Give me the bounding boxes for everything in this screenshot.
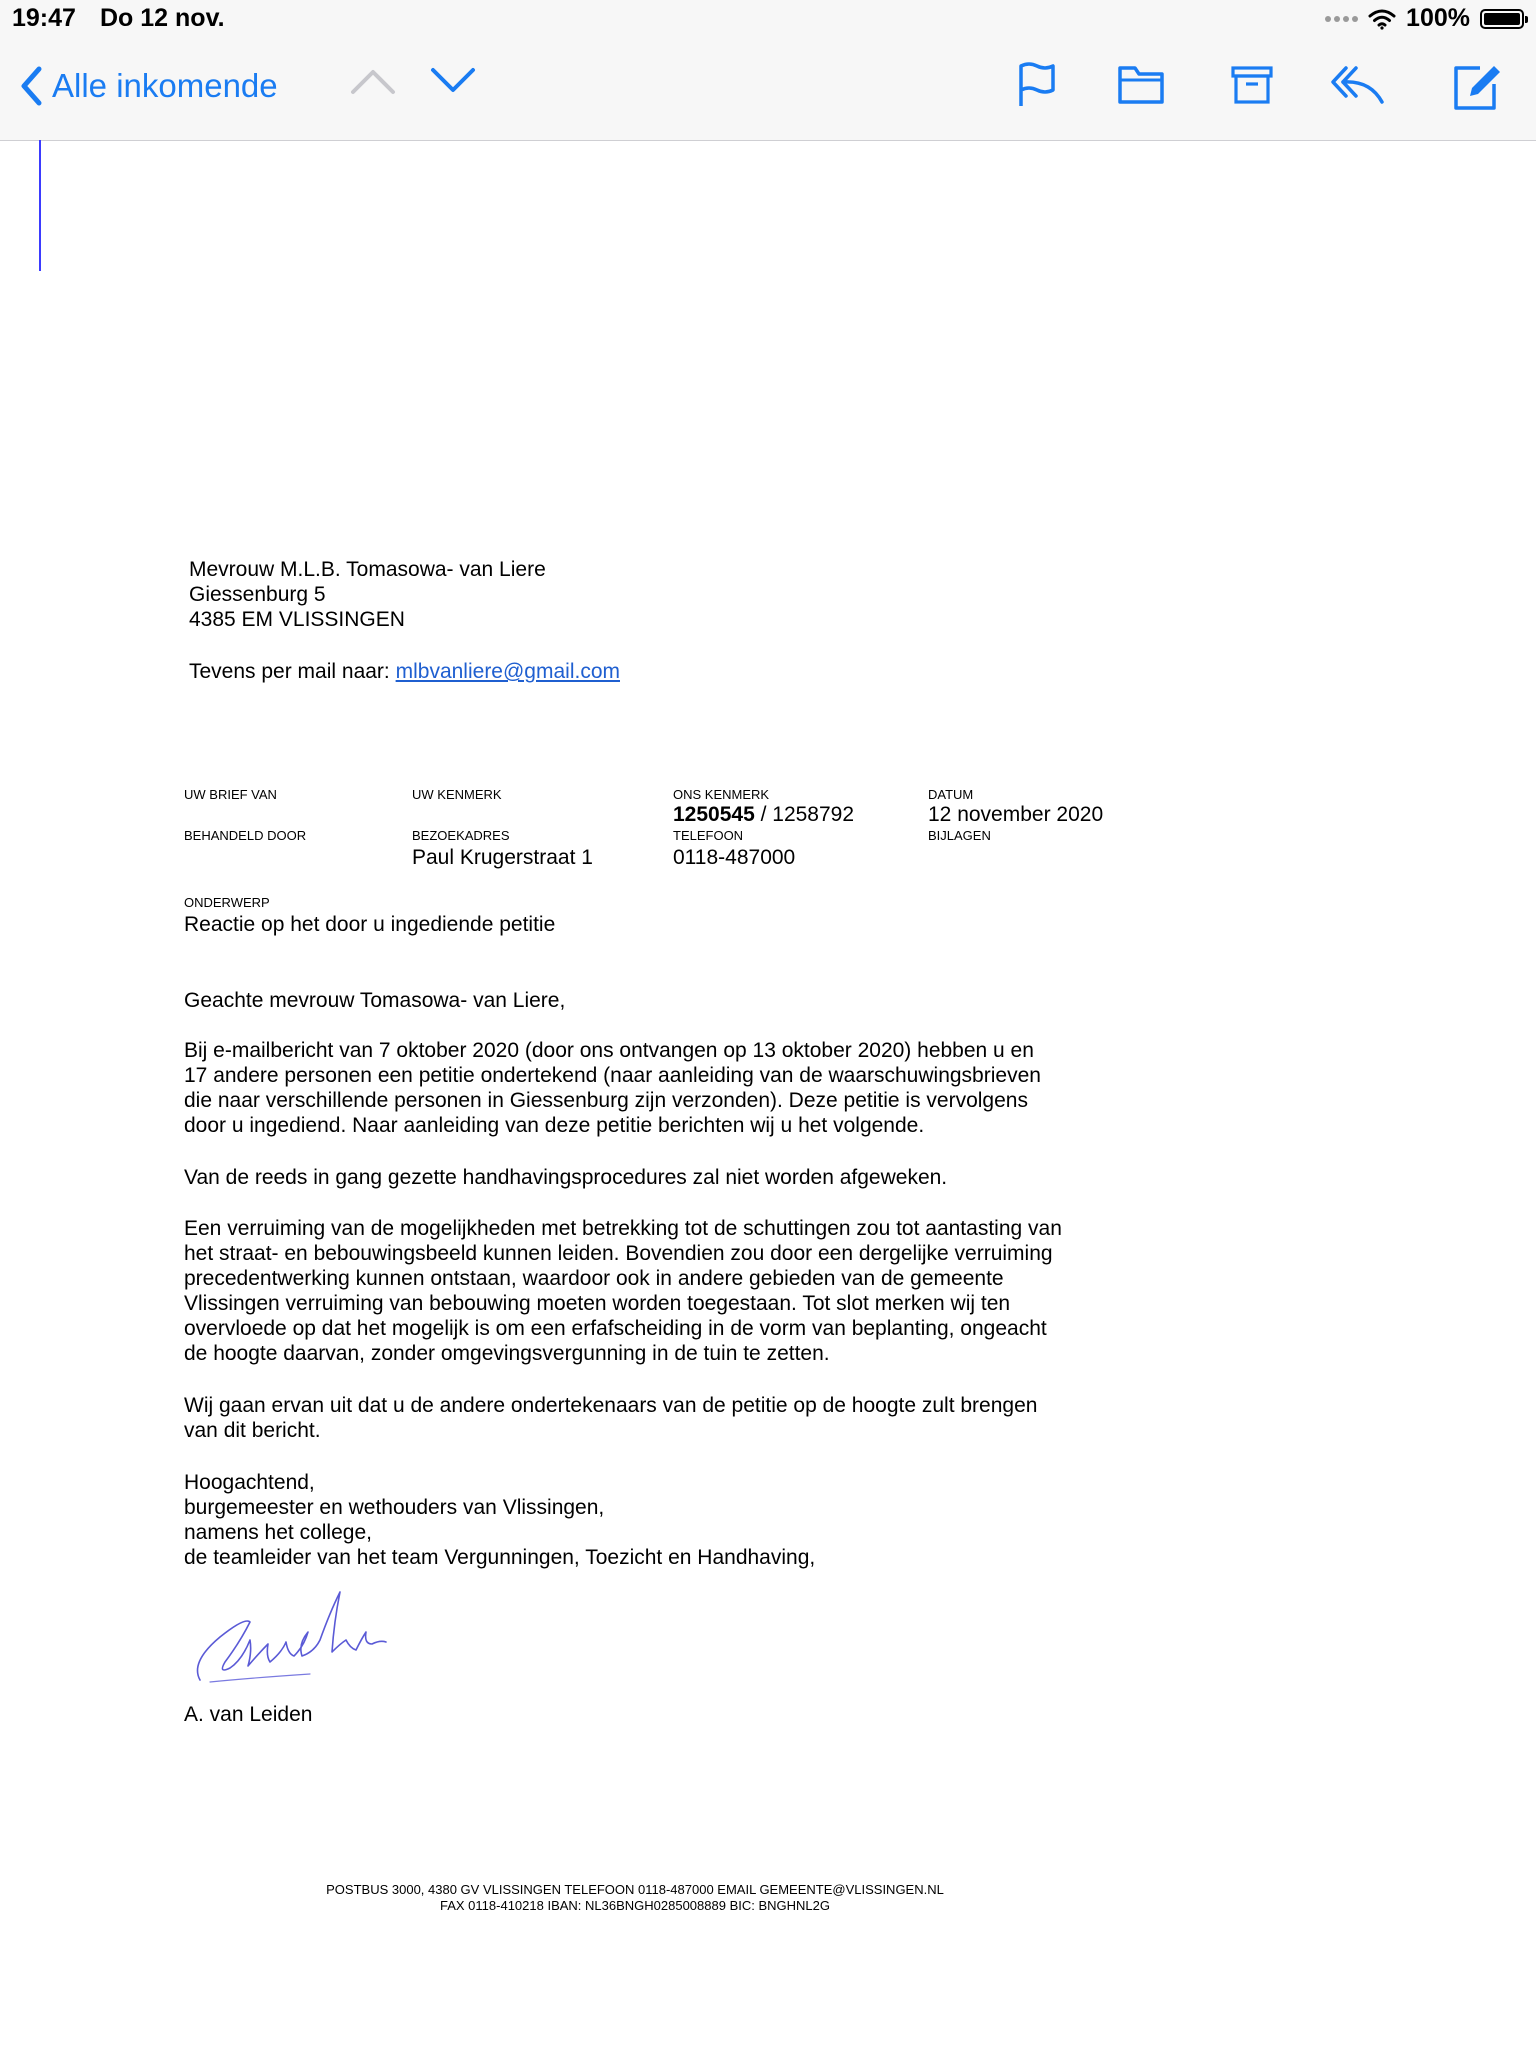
footer-line-2: FAX 0118-410218 IBAN: NL36BNGH0285008889 BIC: BNGHNL2G <box>440 1898 830 1913</box>
onderwerp-value: Reactie op het door u ingediende petitie <box>184 913 556 936</box>
also-mail-line <box>189 659 620 684</box>
label-datum: DATUM <box>928 787 974 802</box>
also-mail-label: Tevens per mail naar: <box>189 660 396 683</box>
closing-line: Hoogachtend, <box>184 1471 315 1494</box>
cellular-signal-icon <box>1325 16 1358 22</box>
label-uw-kenmerk: UW KENMERK <box>412 787 502 802</box>
email-link[interactable]: mlbvanliere@gmail.com <box>395 660 620 683</box>
footer-line-1: POSTBUS 3000, 4380 GV VLISSINGEN TELEFOON 0118-487000 EMAIL GEMEENTE@VLISSINGEN.NL <box>326 1882 944 1897</box>
paragraph-line: overvloede op dat het mogelijk is om een erfafscheiding in de vorm van beplanting, ongeacht <box>184 1317 1047 1340</box>
address-line-name: Mevrouw M.L.B. Tomasowa- van Liere <box>189 558 546 581</box>
ons-kenmerk-secondary: / 1258792 <box>754 803 855 826</box>
datum-value: 12 november 2020 <box>928 803 1104 826</box>
salutation: Geachte mevrouw Tomasowa- van Liere, <box>184 989 566 1012</box>
paragraph-3 <box>184 1216 1104 1366</box>
closing-line: namens het college, <box>184 1521 372 1544</box>
status-time: 19:47 <box>12 4 76 32</box>
paragraph-line: 17 andere personen een petitie ondertekend (naar aanleiding van de waarschuwingsbrieven <box>184 1064 1041 1087</box>
battery-percent: 100% <box>1406 4 1470 32</box>
label-bijlagen: BIJLAGEN <box>928 828 991 843</box>
folder-icon[interactable] <box>1117 62 1165 106</box>
paragraph-line: het straat- en bebouwingsbeeld kunnen leiden. Bovendien zou door een dergelijke verruiming <box>184 1242 1053 1265</box>
compose-icon[interactable] <box>1452 62 1502 112</box>
label-behandeld-door: BEHANDELD DOOR <box>184 828 307 843</box>
address-line-street: Giessenburg 5 <box>189 583 326 606</box>
paragraph-1 <box>184 1038 1104 1138</box>
back-button-label: Alle inkomende <box>52 67 278 104</box>
reply-icon[interactable] <box>1330 62 1386 106</box>
closing-line: de teamleider van het team Vergunningen, Toezicht en Handhaving, <box>184 1546 816 1569</box>
chevron-down-icon[interactable] <box>430 66 476 96</box>
chevron-up-icon[interactable] <box>350 66 396 96</box>
flag-icon[interactable] <box>1017 62 1057 108</box>
paragraph-line: door u ingediend. Naar aanleiding van deze petitie berichten wij u het volgende. <box>184 1114 925 1137</box>
paragraph-line: Wij gaan ervan uit dat u de andere ondertekenaars van de petitie op de hoogte zult brengen <box>184 1394 1038 1417</box>
address-line-city: 4385 EM VLISSINGEN <box>189 608 405 631</box>
label-onderwerp: ONDERWERP <box>184 895 270 910</box>
paragraph-line: de hoogte daarvan, zonder omgevingsvergunning in de tuin te zetten. <box>184 1342 830 1365</box>
back-button[interactable] <box>20 66 278 106</box>
wifi-icon <box>1368 8 1396 30</box>
label-telefoon: TELEFOON <box>673 828 744 843</box>
handwritten-signature <box>190 1582 400 1692</box>
chevron-left-icon <box>20 66 42 106</box>
status-indicators <box>1325 4 1524 33</box>
bezoekadres-value: Paul Krugerstraat 1 <box>412 846 593 869</box>
label-bezoekadres: BEZOEKADRES <box>412 828 510 843</box>
paragraph-line: Bij e-mailbericht van 7 oktober 2020 (door ons ontvangen op 13 oktober 2020) hebben u en <box>184 1039 1034 1062</box>
paragraph-line: Van de reeds in gang gezette handhavingsprocedures zal niet worden afgeweken. <box>184 1166 948 1189</box>
status-date: Do 12 nov. <box>100 4 225 32</box>
label-ons-kenmerk: ONS KENMERK <box>673 787 770 802</box>
signer-name: A. van Leiden <box>184 1703 313 1726</box>
paragraph-line: die naar verschillende personen in Giessenburg zijn verzonden). Deze petitie is vervolgens <box>184 1089 1028 1112</box>
paragraph-2 <box>184 1165 1104 1190</box>
paragraph-line: Een verruiming van de mogelijkheden met betrekking tot de schuttingen zou tot aantasting van <box>184 1217 1062 1240</box>
paragraph-4 <box>184 1393 1104 1443</box>
telefoon-value: 0118-487000 <box>673 846 796 869</box>
archive-icon[interactable] <box>1230 62 1274 106</box>
paragraph-line: precedentwerking kunnen ontstaan, waardoor ook in andere gebieden van de gemeente <box>184 1267 1004 1290</box>
label-uw-brief-van: UW BRIEF VAN <box>184 787 277 802</box>
ons-kenmerk-primary: 1250545 <box>673 803 755 826</box>
ons-kenmerk-value <box>673 802 854 827</box>
closing-line: burgemeester en wethouders van Vlissingen, <box>184 1496 605 1519</box>
battery-icon <box>1480 9 1524 29</box>
closing-block <box>184 1470 1104 1570</box>
paragraph-line: van dit bericht. <box>184 1419 321 1442</box>
mail-toolbar <box>0 0 1536 141</box>
paragraph-line: Vlissingen verruiming van bebouwing moeten worden toegestaan. Tot slot merken wij ten <box>184 1292 1011 1315</box>
text-cursor <box>39 140 41 271</box>
